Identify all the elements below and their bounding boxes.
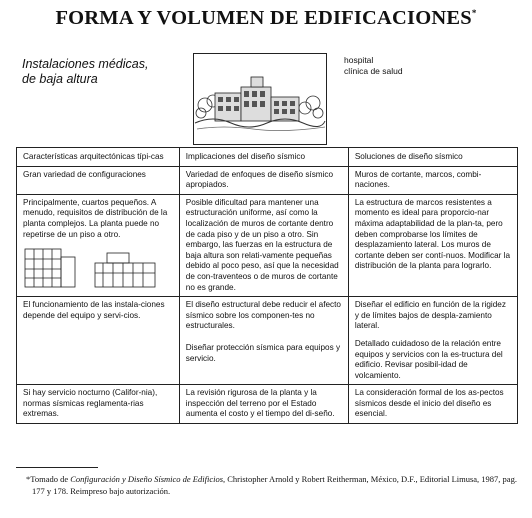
table-row	[17, 385, 518, 424]
label-clinica: clínica de salud	[344, 66, 403, 76]
hospital-labels	[344, 55, 403, 77]
row3-implicaciones	[179, 297, 348, 385]
row2-soluciones: La estructura de marcos resistentes a momento es ideal para proporcio-nar máxima adaptabilidad de la plan-ta, pero deben comprobarse los límites de desplazamiento lateral. Los muros de cortante deben ser contí-nuos. Modificar la distribución de la planta para lograrlo.	[348, 194, 517, 296]
row3-soluciones-b: Detallado cuidadoso de la relación entre equipos y servicios con la es-tructura del edificio. Revisar posibil-idad de volcamiento.	[354, 338, 503, 380]
footnote-star: *	[26, 474, 31, 484]
subtitle-line-2: de baja altura	[22, 72, 98, 86]
page-title	[0, 7, 532, 30]
table-header-row	[17, 148, 518, 167]
row1-caracteristicas: Gran variedad de configuraciones	[17, 166, 180, 194]
illustration-frame	[193, 53, 327, 145]
table-row	[17, 297, 518, 385]
row3-caracteristicas: El funcionamiento de las instala-ciones depende del equipo y servi-cios.	[17, 297, 180, 385]
row2-implicaciones: Posible dificultad para mantener una estructuración uniforme, así como la localización de muros de cortante dentro de cada piso y de un piso a otro. Sin embargo, las fuerzas en la estructura de baja altura son relati-vamente pequeñas debido al poco peso, así que la necesidad de con-traventeos o de muros de cortante no es grande.	[179, 194, 348, 296]
footnote-divider	[16, 467, 98, 468]
header-implicaciones: Implicaciones del diseño sísmico	[179, 148, 348, 167]
header-soluciones: Soluciones de diseño sísmico	[348, 148, 517, 167]
building-elevations-sketch	[23, 243, 161, 289]
row3-soluciones	[348, 297, 517, 385]
section-subtitle	[22, 57, 192, 87]
row4-caracteristicas: Si hay servicio nocturno (Califor-nia), normas sísmicas reglamenta-rias extremas.	[17, 385, 180, 424]
seismic-design-table	[16, 147, 518, 424]
hospital-illustration	[193, 53, 327, 145]
table-row	[17, 194, 518, 296]
footnote-text-a: Tomado de	[30, 474, 71, 484]
footnote	[26, 474, 522, 497]
footnote-marker: *	[471, 8, 477, 19]
row2-caracteristicas	[17, 194, 180, 296]
footnote-text-b: , Christopher Arnold y Robert Reitherman, México, D.F., Editorial Limusa, 1987, pag. 177 y 178. Reimpreso bajo autorización.	[32, 474, 517, 496]
row4-implicaciones: La revisión rigurosa de la planta y la inspección del terreno por el Estado aumenta el costo y el tiempo del di-seño.	[179, 385, 348, 424]
label-hospital: hospital	[344, 55, 374, 65]
row3-implicaciones-a: El diseño estructural debe reducir el afecto sísmico sobre los componen-tes no estructurales.	[185, 300, 341, 331]
table-row	[17, 166, 518, 194]
row2-caracteristicas-text: Principalmente, cuartos pequeños. A menudo, requisitos de distribución de la planta complejos. La planta puede no repetirse de un piso a otro.	[23, 197, 168, 239]
footnote-book-title: Configuración y Diseño Sísmico de Edificios	[70, 474, 224, 484]
row3-soluciones-a: Diseñar el edificio en función de la rigidez y de límites bajos de despla-zamiento lateral.	[354, 300, 506, 331]
header-caracteristicas: Características arquitectónicas típi-cas	[17, 148, 180, 167]
row4-soluciones: La consideración formal de los as-pectos sísmicos desde el inicio del diseño es esencial.	[348, 385, 517, 424]
row1-soluciones: Muros de cortante, marcos, combi-naciones.	[348, 166, 517, 194]
row3-implicaciones-b: Diseñar protección sísmica para equipos y servicio.	[185, 342, 341, 363]
row1-implicaciones: Variedad de enfoques de diseño sísmico apropiados.	[179, 166, 348, 194]
page-title-text: FORMA Y VOLUMEN DE EDIFICACIONES	[55, 7, 472, 29]
subtitle-line-1: Instalaciones médicas,	[22, 57, 149, 71]
